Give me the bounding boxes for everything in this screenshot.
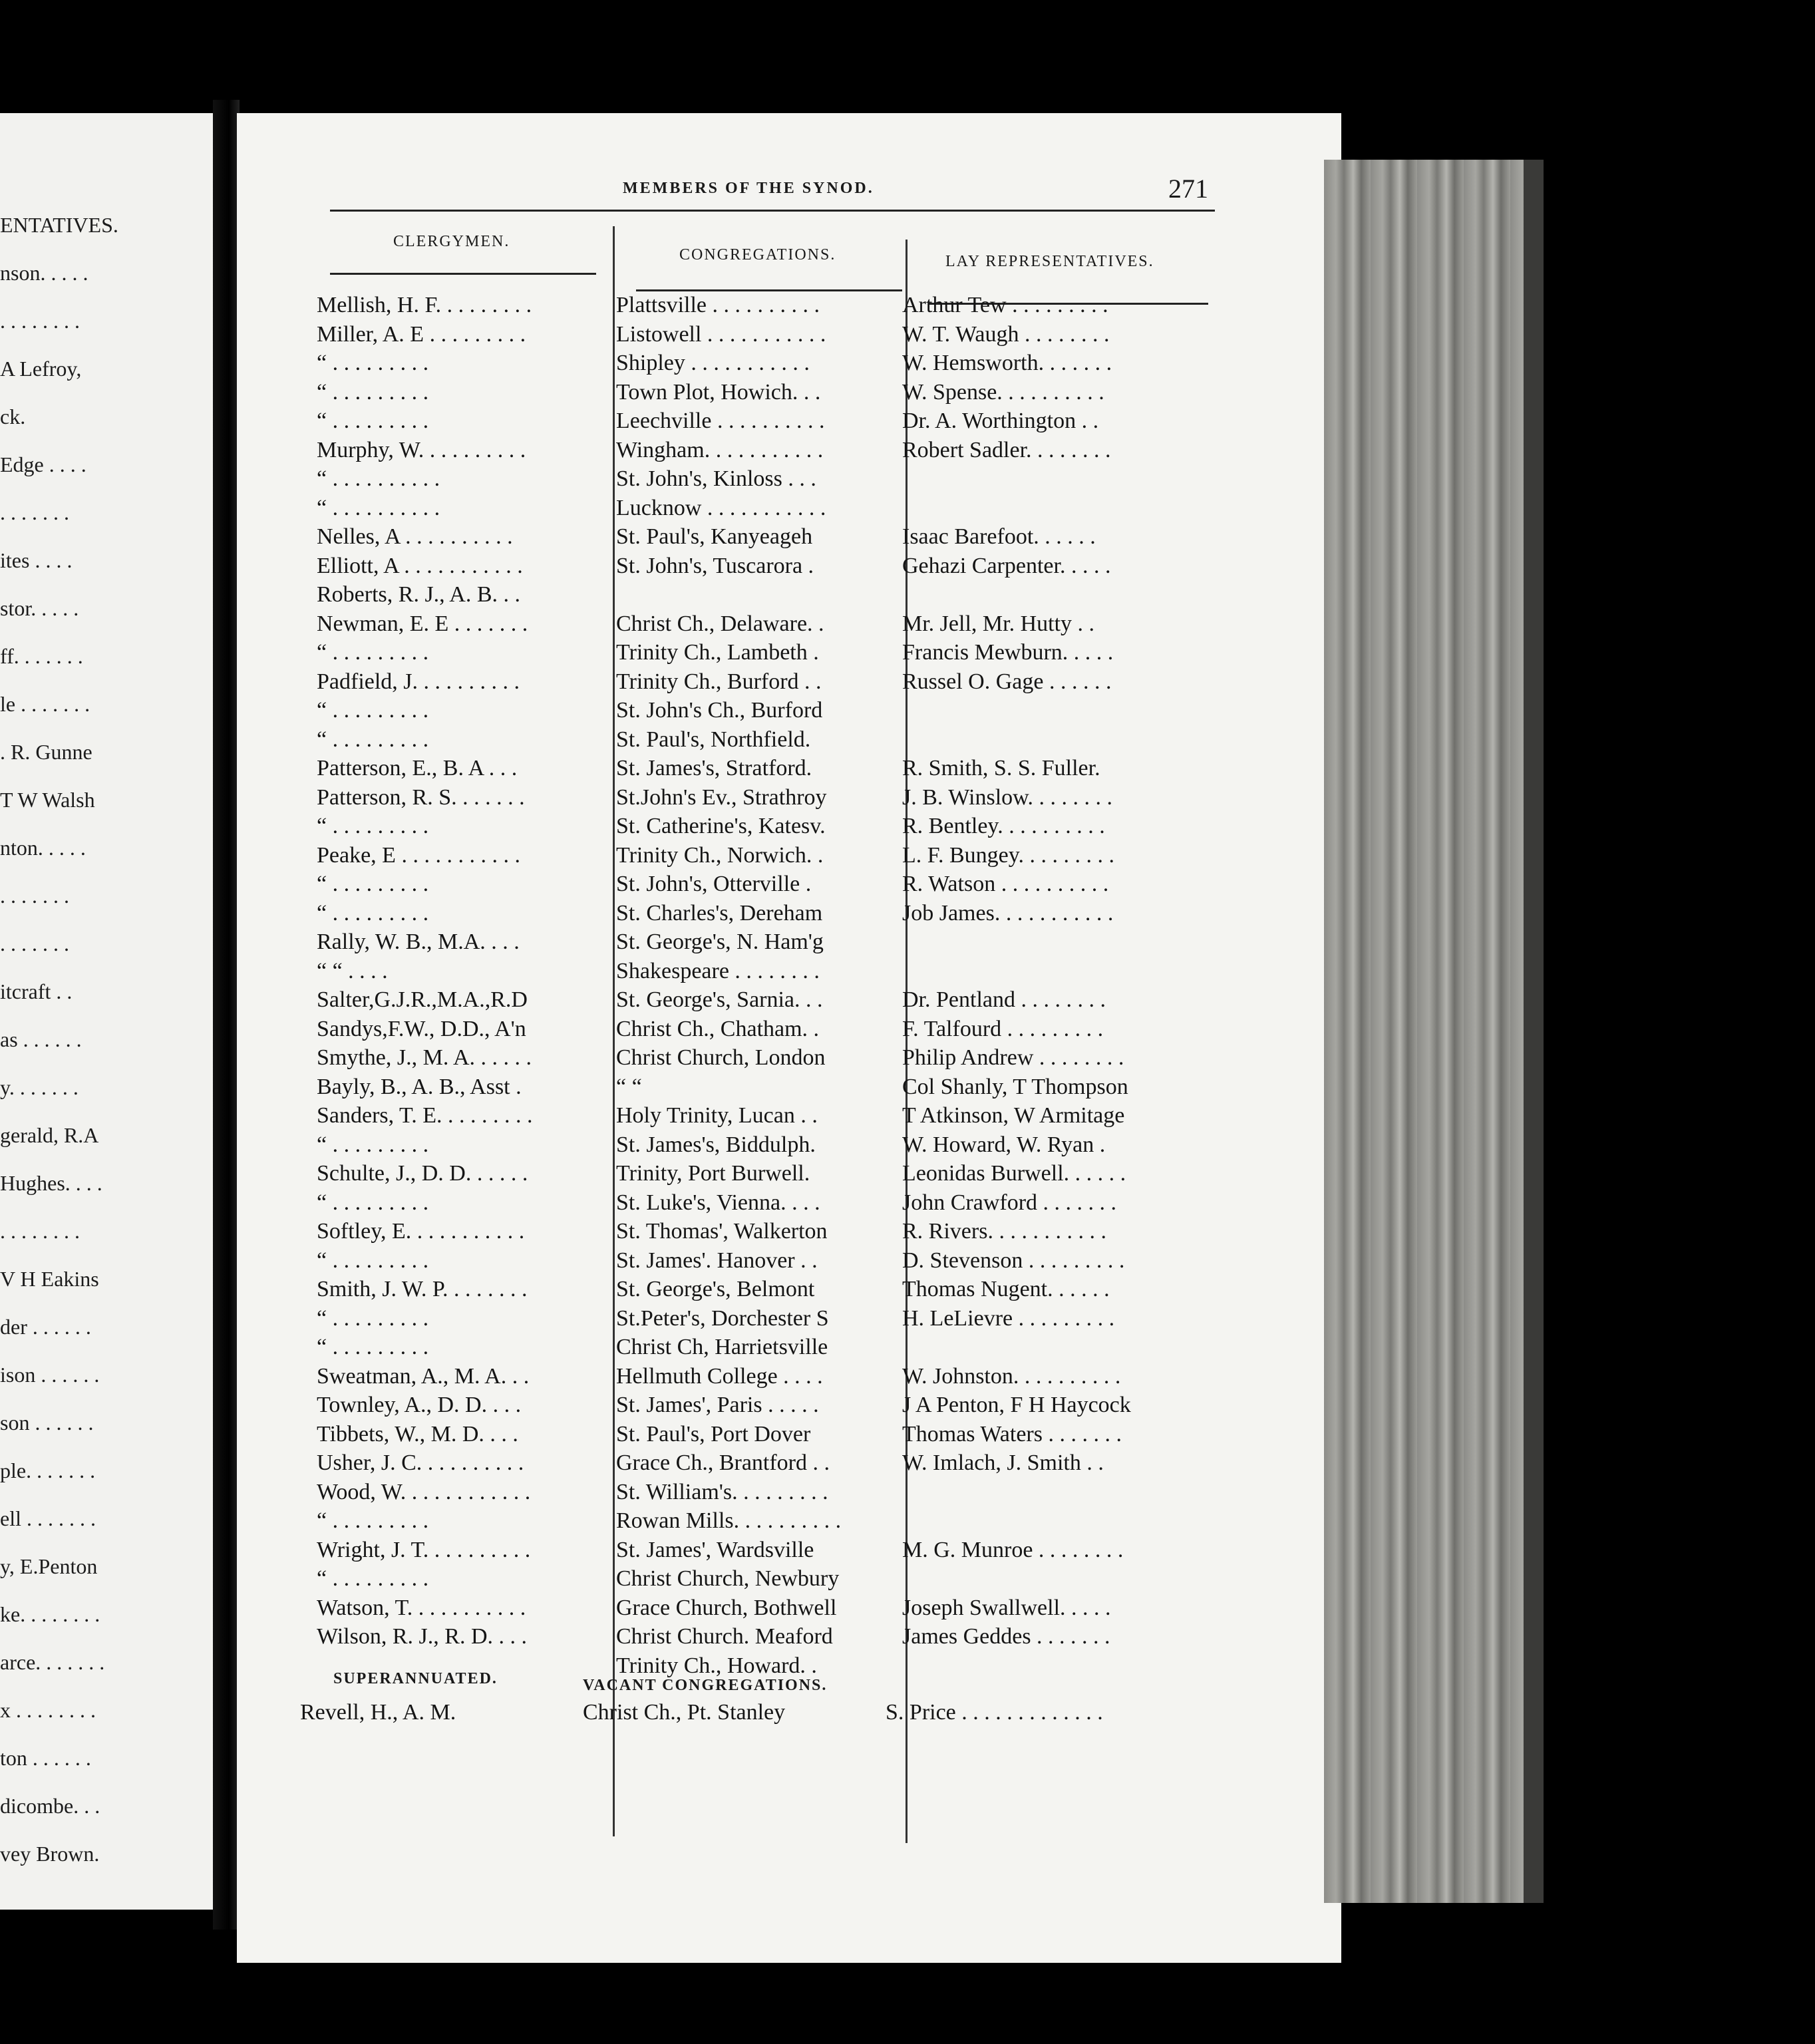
- left-page-line: nson. . . . .: [0, 261, 88, 285]
- vacant-congregations-heading: VACANT CONGREGATIONS.: [583, 1677, 828, 1694]
- clergyman-cell: Sanders, T. E. . . . . . . . .: [317, 1103, 533, 1128]
- congregation-cell: St. William's. . . . . . . . .: [616, 1479, 828, 1504]
- clergyman-cell: Newman, E. E . . . . . . .: [317, 611, 528, 636]
- member-row: [237, 1306, 1235, 1333]
- congregation-cell: Trinity Ch., Norwich. .: [616, 842, 824, 868]
- congregation-cell: St. George's, Belmont: [616, 1277, 815, 1301]
- left-page-line: as . . . . . .: [0, 1027, 82, 1051]
- left-page-line: itcraft . .: [0, 979, 73, 1003]
- left-page-line: Hughes. . . .: [0, 1171, 102, 1195]
- member-row: [237, 640, 1235, 667]
- congregation-cell: Trinity, Port Burwell.: [616, 1161, 810, 1186]
- lay-representative-cell: James Geddes . . . . . . .: [902, 1624, 1110, 1649]
- page-edge-shadow: [1524, 160, 1544, 1903]
- clergyman-cell: Nelles, A . . . . . . . . . .: [317, 524, 513, 549]
- member-row: [237, 438, 1235, 464]
- congregation-cell: Wingham. . . . . . . . . . .: [616, 437, 824, 462]
- clergyman-cell: “ . . . . . . . . . .: [317, 466, 440, 491]
- clergyman-cell: Bayly, B., A. B., Asst .: [317, 1074, 522, 1099]
- congregation-cell: Listowell . . . . . . . . . . .: [616, 321, 826, 347]
- member-row: [237, 1393, 1235, 1419]
- member-row: [237, 1508, 1235, 1535]
- member-row: [237, 1422, 1235, 1448]
- congregation-cell: St. Catherine's, Katesv.: [616, 814, 826, 838]
- clergyman-cell: Sandys,F.W., D.D., A'n: [317, 1016, 526, 1041]
- clergyman-cell: “ . . . . . . . . .: [317, 351, 429, 375]
- congregation-cell: St. George's, N. Ham'g: [616, 930, 824, 954]
- left-page-line: son . . . . . .: [0, 1411, 94, 1435]
- clergyman-cell: “ . . . . . . . . .: [317, 1566, 429, 1591]
- left-page: [0, 113, 213, 1910]
- lay-representative-cell: Isaac Barefoot. . . . . .: [902, 524, 1096, 549]
- left-page-line: le . . . . . . .: [0, 692, 90, 716]
- top-rule: [330, 210, 1215, 212]
- congregation-cell: St. George's, Sarnia. . .: [616, 987, 823, 1012]
- left-page-line: . . . . . . . .: [0, 1219, 80, 1243]
- clergyman-cell: Smith, J. W. P. . . . . . . .: [317, 1277, 528, 1301]
- clergyman-cell: Townley, A., D. D. . . .: [317, 1393, 522, 1417]
- lay-representative-cell: W. T. Waugh . . . . . . . .: [902, 321, 1110, 347]
- lay-representative-cell: John Crawford . . . . . . .: [902, 1190, 1117, 1215]
- member-row: [237, 351, 1235, 377]
- lay-representative-cell: Russel O. Gage . . . . . .: [902, 669, 1112, 694]
- clergyman-cell: Usher, J. C. . . . . . . . . .: [317, 1450, 524, 1475]
- congregation-cell: Plattsville . . . . . . . . . .: [616, 293, 820, 317]
- congregation-cell: Leechville . . . . . . . . . .: [616, 409, 825, 433]
- clergyman-cell: Roberts, R. J., A. B. . .: [317, 582, 521, 607]
- vacant-congregation: Christ Ch., Pt. Stanley: [583, 1700, 786, 1725]
- clergyman-cell: Sweatman, A., M. A. . .: [317, 1363, 530, 1389]
- left-page-line: ff. . . . . . .: [0, 644, 83, 668]
- lay-representative-cell: J A Penton, F H Haycock: [902, 1393, 1131, 1417]
- left-page-line: ENTATIVES.: [0, 213, 118, 237]
- member-row: [237, 1190, 1235, 1217]
- left-page-line: ites . . . .: [0, 548, 73, 572]
- lay-representative-cell: H. LeLievre . . . . . . . . .: [902, 1305, 1115, 1331]
- congregation-cell: Trinity Ch., Howard. .: [616, 1653, 817, 1678]
- member-row: [237, 524, 1235, 551]
- congregation-cell: St. James's, Stratford.: [616, 756, 812, 780]
- left-page-line: A Lefroy,: [0, 357, 82, 381]
- clergyman-cell: “ . . . . . . . . . .: [317, 495, 440, 520]
- congregation-cell: “ “: [616, 1074, 642, 1099]
- member-row: [237, 582, 1235, 609]
- left-page-line: y, E.Penton: [0, 1554, 98, 1578]
- lay-representative-cell: Thomas Waters . . . . . . .: [902, 1421, 1122, 1447]
- book-gutter: [213, 100, 240, 1930]
- member-row: [237, 669, 1235, 696]
- lay-representative-cell: L. F. Bungey. . . . . . . . .: [902, 842, 1115, 868]
- clergyman-cell: Murphy, W. . . . . . . . . .: [317, 437, 526, 462]
- member-row: [237, 1219, 1235, 1246]
- member-row: [237, 1248, 1235, 1275]
- page-number: 271: [1168, 174, 1208, 204]
- member-row: [237, 554, 1235, 580]
- lay-representative-cell: R. Bentley. . . . . . . . . .: [902, 814, 1105, 838]
- left-page-line: . . . . . . . .: [0, 309, 80, 333]
- lay-representative-cell: R. Smith, S. S. Fuller.: [902, 756, 1100, 780]
- member-row: [237, 930, 1235, 956]
- clergyman-cell: “ . . . . . . . . .: [317, 1508, 429, 1533]
- congregation-cell: St. James', Wardsville: [616, 1537, 814, 1562]
- congregation-cell: Shipley . . . . . . . . . . .: [616, 351, 810, 375]
- running-title: MEMBERS OF THE SYNOD.: [623, 180, 874, 197]
- lay-representative-cell: R. Watson . . . . . . . . . .: [902, 872, 1109, 896]
- member-row: [237, 1450, 1235, 1477]
- left-page-line: V H Eakins: [0, 1267, 99, 1291]
- congregation-cell: Christ Ch., Chatham. .: [616, 1016, 820, 1041]
- congregation-cell: St. Paul's, Northfield.: [616, 727, 811, 752]
- member-row: [237, 901, 1235, 928]
- lay-representative-cell: W. Spense. . . . . . . . . .: [902, 379, 1104, 405]
- member-row: [237, 987, 1235, 1014]
- congregation-cell: St.Peter's, Dorchester S: [616, 1305, 829, 1331]
- lay-representative-cell: R. Rivers. . . . . . . . . . .: [902, 1219, 1106, 1244]
- member-row: [237, 959, 1235, 985]
- clergy-column-rule: [330, 273, 596, 275]
- left-page-line: stor. . . . .: [0, 596, 79, 620]
- clergyman-cell: Schulte, J., D. D. . . . . .: [317, 1161, 528, 1186]
- clergyman-cell: Miller, A. E . . . . . . . . .: [317, 321, 526, 347]
- congregation-cell: Hellmuth College . . . .: [616, 1363, 823, 1389]
- lay-representative-cell: T Atkinson, W Armitage: [902, 1103, 1125, 1128]
- clergyman-cell: “ . . . . . . . . .: [317, 379, 429, 405]
- left-page-line: nton. . . . .: [0, 836, 86, 860]
- member-row: [237, 322, 1235, 349]
- clergyman-cell: Rally, W. B., M.A. . . .: [317, 930, 520, 954]
- member-row: [237, 843, 1235, 870]
- member-row: [237, 1624, 1235, 1651]
- member-row: [237, 1480, 1235, 1506]
- member-row: [237, 1075, 1235, 1101]
- superannuated-row: [237, 1700, 1235, 1727]
- clergyman-cell: Padfield, J. . . . . . . . . .: [317, 669, 520, 694]
- lay-representative-cell: Arthur Tew . . . . . . . . .: [902, 293, 1108, 317]
- member-row: [237, 1132, 1235, 1159]
- lay-representative-cell: W. Imlach, J. Smith . .: [902, 1450, 1104, 1475]
- member-row: [237, 1566, 1235, 1593]
- left-page-line: y. . . . . . .: [0, 1075, 79, 1099]
- congregation-cell: St.John's Ev., Strathroy: [616, 784, 827, 810]
- congregation-cell: St. James', Paris . . . . .: [616, 1393, 819, 1417]
- member-row: [237, 814, 1235, 840]
- member-row: [237, 756, 1235, 782]
- clergyman-cell: Peake, E . . . . . . . . . . .: [317, 842, 520, 868]
- clergyman-cell: Elliott, A . . . . . . . . . . .: [317, 553, 523, 578]
- clergyman-cell: Smythe, J., M. A. . . . . .: [317, 1045, 532, 1070]
- member-row: [237, 698, 1235, 725]
- clergyman-cell: Patterson, E., B. A . . .: [317, 756, 518, 780]
- congregation-column-rule: [636, 289, 902, 291]
- congregation-cell: Holy Trinity, Lucan . .: [616, 1103, 818, 1128]
- lay-representative-cell: Mr. Jell, Mr. Hutty . .: [902, 611, 1095, 636]
- congregation-cell: Shakespeare . . . . . . . .: [616, 958, 820, 983]
- lay-representative-cell: F. Talfourd . . . . . . . . .: [902, 1016, 1104, 1041]
- left-page-line: . . . . . . .: [0, 932, 69, 955]
- congregation-cell: Lucknow . . . . . . . . . . .: [616, 495, 826, 520]
- member-row: [237, 872, 1235, 898]
- clergyman-cell: “ . . . . . . . . .: [317, 1190, 429, 1215]
- congregation-cell: St. Paul's, Kanyeageh: [616, 524, 813, 549]
- congregation-cell: Christ Church, Newbury: [616, 1566, 840, 1591]
- left-page-line: ck.: [0, 405, 26, 428]
- clergyman-cell: “ . . . . . . . . .: [317, 640, 429, 665]
- lay-representative-cell: D. Stevenson . . . . . . . . .: [902, 1248, 1125, 1273]
- left-page-line: vey Brown.: [0, 1842, 100, 1866]
- congregation-cell: Grace Church, Bothwell: [616, 1595, 837, 1620]
- member-row: [237, 1017, 1235, 1043]
- left-page-line: arce. . . . . . .: [0, 1650, 105, 1674]
- clergyman-cell: Salter,G.J.R.,M.A.,R.D: [317, 987, 528, 1012]
- congregation-cell: Trinity Ch., Lambeth .: [616, 640, 819, 665]
- left-page-line: Edge . . . .: [0, 452, 86, 476]
- superannuated-clergy: Revell, H., A. M.: [300, 1700, 456, 1725]
- member-row: [237, 293, 1235, 319]
- clergyman-cell: “ . . . . . . . . .: [317, 1305, 429, 1331]
- superannuated-heading: SUPERANNUATED.: [333, 1670, 498, 1687]
- left-page-line: . . . . . . .: [0, 884, 69, 908]
- left-page-line: gerald, R.A: [0, 1123, 99, 1147]
- clergyman-cell: “ . . . . . . . . .: [317, 814, 429, 838]
- lay-representative-cell: W. Howard, W. Ryan .: [902, 1132, 1106, 1157]
- member-row: [237, 611, 1235, 638]
- lay-representative-cell: Joseph Swallwell. . . . .: [902, 1595, 1111, 1620]
- left-page-line: dicombe. . .: [0, 1794, 100, 1818]
- lay-representative-cell: Leonidas Burwell. . . . . .: [902, 1161, 1126, 1186]
- lay-representative-cell: W. Johnston. . . . . . . . . .: [902, 1363, 1121, 1389]
- member-row: [237, 409, 1235, 435]
- congregation-cell: St. John's Ch., Burford: [616, 698, 823, 723]
- congregation-cell: Christ Ch., Delaware. .: [616, 611, 824, 636]
- clergyman-cell: “ “ . . . .: [317, 958, 388, 983]
- member-row: [237, 1045, 1235, 1072]
- page-edges: [1324, 160, 1537, 1903]
- congregation-cell: St. Luke's, Vienna. . . .: [616, 1190, 820, 1215]
- clergyman-cell: Tibbets, W., M. D. . . .: [317, 1421, 518, 1447]
- left-page-line: der . . . . . .: [0, 1315, 91, 1339]
- lay-representative-cell: M. G. Munroe . . . . . . . .: [902, 1537, 1124, 1562]
- congregation-cell: St. Paul's, Port Dover: [616, 1421, 811, 1447]
- congregation-cell: Christ Church. Meaford: [616, 1624, 833, 1649]
- clergyman-cell: “ . . . . . . . . .: [317, 1132, 429, 1157]
- column-header-lay: LAY REPRESENTATIVES.: [945, 253, 1154, 270]
- congregation-cell: St. John's, Tuscarora .: [616, 553, 814, 578]
- member-row: [237, 496, 1235, 522]
- clergyman-cell: “ . . . . . . . . .: [317, 727, 429, 752]
- congregation-cell: Christ Church, London: [616, 1045, 826, 1070]
- clergyman-cell: Wright, J. T. . . . . . . . . .: [317, 1537, 531, 1562]
- left-page-line: ell . . . . . . .: [0, 1506, 96, 1530]
- lay-representative-cell: J. B. Winslow. . . . . . . .: [902, 784, 1112, 810]
- clergyman-cell: Patterson, R. S. . . . . . .: [317, 784, 525, 810]
- lay-representative-cell: Philip Andrew . . . . . . . .: [902, 1045, 1124, 1070]
- left-page-line: . . . . . . .: [0, 500, 69, 524]
- lay-representative-cell: Col Shanly, T Thompson: [902, 1074, 1128, 1099]
- congregation-cell: St. John's, Kinloss . . .: [616, 466, 816, 491]
- clergyman-cell: “ . . . . . . . . .: [317, 1335, 429, 1359]
- lay-representative-cell: Job James. . . . . . . . . . .: [902, 900, 1114, 926]
- clergyman-cell: “ . . . . . . . . .: [317, 872, 429, 896]
- clergyman-cell: Watson, T. . . . . . . . . . .: [317, 1595, 526, 1620]
- member-row: [237, 1277, 1235, 1303]
- left-page-line: ple. . . . . . .: [0, 1458, 96, 1482]
- left-page-line: x . . . . . . . .: [0, 1698, 96, 1722]
- lay-representative-cell: Dr. Pentland . . . . . . . .: [902, 987, 1106, 1012]
- congregation-cell: St. James'. Hanover . .: [616, 1248, 818, 1273]
- congregation-cell: Rowan Mills. . . . . . . . . .: [616, 1508, 842, 1533]
- member-row: [237, 727, 1235, 754]
- member-row: [237, 466, 1235, 493]
- congregation-cell: St. Thomas', Walkerton: [616, 1219, 828, 1244]
- lay-representative-cell: Gehazi Carpenter. . . . .: [902, 553, 1111, 578]
- lay-representative-cell: W. Hemsworth. . . . . . .: [902, 351, 1112, 375]
- clergyman-cell: Wood, W. . . . . . . . . . . .: [317, 1479, 531, 1504]
- congregation-cell: St. Charles's, Dereham: [616, 900, 823, 926]
- left-page-line: ke. . . . . . . .: [0, 1602, 100, 1626]
- member-row: [237, 1335, 1235, 1361]
- left-page-line: ton . . . . . .: [0, 1746, 91, 1770]
- clergyman-cell: Softley, E. . . . . . . . . . .: [317, 1219, 525, 1244]
- clergyman-cell: Wilson, R. J., R. D. . . .: [317, 1624, 527, 1649]
- column-header-clergymen: CLERGYMEN.: [393, 233, 510, 250]
- member-row: [237, 1364, 1235, 1391]
- congregation-cell: Trinity Ch., Burford . .: [616, 669, 822, 694]
- congregation-cell: Grace Ch., Brantford . .: [616, 1450, 830, 1475]
- congregation-cell: St. James's, Biddulph.: [616, 1132, 816, 1157]
- main-page: [237, 113, 1341, 1963]
- left-page-line: . R. Gunne: [0, 740, 92, 764]
- member-row: [237, 380, 1235, 407]
- congregation-cell: Town Plot, Howich. . .: [616, 379, 821, 405]
- vacant-lay-representative: S. Price . . . . . . . . . . . . .: [886, 1700, 1103, 1725]
- congregation-cell: St. John's, Otterville .: [616, 872, 812, 896]
- column-header-congregations: CONGREGATIONS.: [679, 246, 836, 263]
- clergyman-cell: “ . . . . . . . . .: [317, 900, 429, 926]
- left-page-line: ison . . . . . .: [0, 1363, 100, 1387]
- clergyman-cell: “ . . . . . . . . .: [317, 698, 429, 723]
- member-row: [237, 1596, 1235, 1622]
- page-header: [237, 174, 1235, 206]
- member-row: [237, 1103, 1235, 1130]
- clergyman-cell: “ . . . . . . . . .: [317, 1248, 429, 1273]
- lay-representative-cell: Francis Mewburn. . . . .: [902, 640, 1114, 665]
- lay-representative-cell: Thomas Nugent. . . . . .: [902, 1277, 1110, 1301]
- left-page-line: T W Walsh: [0, 788, 95, 812]
- lay-representative-cell: Robert Sadler. . . . . . . .: [902, 437, 1111, 462]
- lay-representative-cell: Dr. A. Worthington . .: [902, 409, 1099, 433]
- clergyman-cell: Mellish, H. F. . . . . . . . .: [317, 293, 532, 317]
- clergyman-cell: “ . . . . . . . . .: [317, 409, 429, 433]
- member-row: [237, 1538, 1235, 1564]
- member-row: [237, 1161, 1235, 1188]
- congregation-cell: Christ Ch, Harrietsville: [616, 1335, 828, 1359]
- member-row: [237, 785, 1235, 812]
